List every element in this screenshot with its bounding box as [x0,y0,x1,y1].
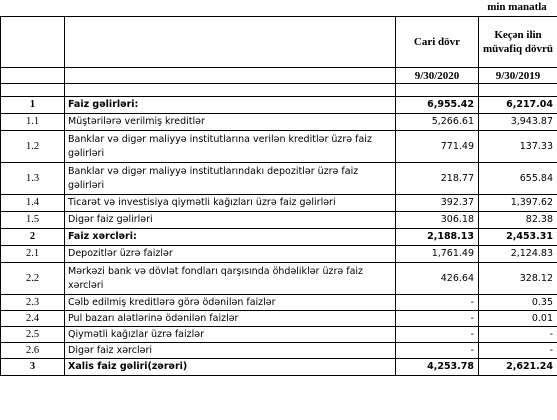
row-number: 1.3 [1,163,65,195]
prior-date: 9/30/2019 [479,68,557,84]
row-label: Xalis faiz gəliri(zərəri) [65,359,396,376]
current-value: 1,761.49 [396,246,479,263]
current-value: - [396,327,479,343]
table-row [1,327,557,343]
spacer-row [1,84,557,97]
row-label: Banklar və digər maliyyə institutlarına verilən kreditlər üzrə faiz gəlirləri [65,131,396,163]
current-value: - [396,311,479,327]
header-label-cell [65,17,396,68]
table-row [1,295,557,311]
row-number: 1.4 [1,195,65,212]
row-number: 1.2 [1,131,65,163]
date-num-cell [1,68,65,84]
table-row [1,195,557,212]
table-row [1,131,557,163]
row-label: Faiz gəlirləri: [65,97,396,114]
table-row [1,229,557,246]
row-number: 1.1 [1,114,65,131]
table-row [1,263,557,295]
prior-value: 0.01 [479,311,557,327]
prior-value: - [479,343,557,359]
prior-value: 82.38 [479,212,557,229]
row-label: Müştərilərə verilmiş kreditlər [65,114,396,131]
prior-value: 1,397.62 [479,195,557,212]
current-value: 6,955.42 [396,97,479,114]
interest-table [0,16,557,376]
row-number: 3 [1,359,65,376]
row-number: 2.2 [1,263,65,295]
row-number: 2 [1,229,65,246]
table-row [1,359,557,376]
table-row [1,163,557,195]
row-label: Pul bazarı alətlərinə ödənilən faizlər [65,311,396,327]
table-row [1,246,557,263]
prior-value: 6,217.04 [479,97,557,114]
row-number: 2.4 [1,311,65,327]
current-value: - [396,343,479,359]
spacer-cell [479,84,557,97]
current-value: 2,188.13 [396,229,479,246]
row-label: Cəlb edilmiş kreditlərə görə ödənilən faizlər [65,295,396,311]
table-row [1,343,557,359]
table-row [1,311,557,327]
table-row [1,97,557,114]
spacer-cell [396,84,479,97]
prior-value: 328.12 [479,263,557,295]
unit-label: min manatla [487,1,547,13]
current-value: 306.18 [396,212,479,229]
date-row [1,68,557,84]
row-label: Faiz xərcləri: [65,229,396,246]
spacer-cell [1,84,65,97]
table-row [1,212,557,229]
prior-value: 3,943.87 [479,114,557,131]
row-label: Banklar və digər maliyyə institutlarındakı depozitlər üzrə faiz gəlirləri [65,163,396,195]
current-value: 218.77 [396,163,479,195]
current-period-header: Cari dövr [396,17,479,68]
prior-value: 655.84 [479,163,557,195]
current-value: 426.64 [396,263,479,295]
row-label: Qiymətli kağızlar üzrə faizlər [65,327,396,343]
prior-value: - [479,327,557,343]
row-label: Digər faiz gəlirləri [65,212,396,229]
prior-value: 2,124.83 [479,246,557,263]
prior-period-header: Keçən ilin müvafiq dövrü [479,17,557,68]
current-value: 392.37 [396,195,479,212]
row-number: 1.5 [1,212,65,229]
current-value: - [396,295,479,311]
header-row [1,17,557,68]
date-label-cell [65,68,396,84]
row-label: Mərkəzi bank və dövlət fondları qarşısında öhdəliklər üzrə faiz xərcləri [65,263,396,295]
row-number: 2.5 [1,327,65,343]
unit-row [0,0,557,16]
current-value: 771.49 [396,131,479,163]
table-row [1,114,557,131]
row-label: Depozitlər üzrə faizlər [65,246,396,263]
current-date: 9/30/2020 [396,68,479,84]
prior-value: 2,453.31 [479,229,557,246]
spacer-cell [65,84,396,97]
row-label: Ticarət və investisiya qiymətli kağızları üzrə faiz gəlirləri [65,195,396,212]
row-number: 1 [1,97,65,114]
row-number: 2.3 [1,295,65,311]
header-num-cell [1,17,65,68]
prior-value: 137.33 [479,131,557,163]
row-number: 2.1 [1,246,65,263]
row-label: Digər faiz xərcləri [65,343,396,359]
row-number: 2.6 [1,343,65,359]
current-value: 5,266.61 [396,114,479,131]
prior-value: 0.35 [479,295,557,311]
current-value: 4,253.78 [396,359,479,376]
prior-value: 2,621.24 [479,359,557,376]
